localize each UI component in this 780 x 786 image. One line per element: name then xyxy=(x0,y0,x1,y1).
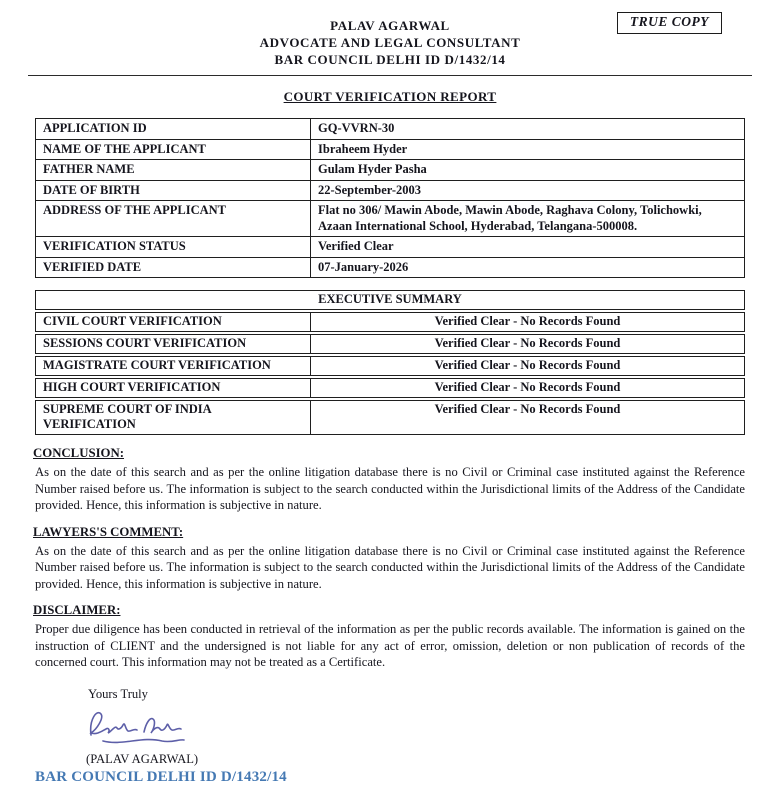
court-status: Verified Clear - No Records Found xyxy=(434,380,621,394)
table-row xyxy=(36,160,745,181)
field-label: VERIFICATION STATUS xyxy=(36,237,311,258)
field-value: 07-January-2026 xyxy=(311,257,745,278)
section-lawyers-comment xyxy=(33,525,747,593)
advocate-bar-id: BAR COUNCIL DELHI ID D/1432/14 xyxy=(274,52,506,67)
section-heading-row xyxy=(33,525,747,540)
true-copy-stamp xyxy=(617,12,722,34)
section-heading-row xyxy=(33,446,747,461)
court-label: SUPREME COURT OF INDIA VERIFICATION xyxy=(36,401,311,434)
table-row xyxy=(36,257,745,278)
handwritten-signature xyxy=(84,705,204,751)
executive-summary-title: EXECUTIVE SUMMARY xyxy=(35,290,745,310)
section-heading: LAWYERS'S COMMENT: xyxy=(33,524,184,539)
bar-council-id: BAR COUNCIL DELHI ID D/1432/14 xyxy=(35,768,287,785)
table-row xyxy=(36,139,745,160)
field-label: APPLICATION ID xyxy=(36,119,311,140)
true-copy-label: TRUE COPY xyxy=(629,14,709,29)
field-value: Verified Clear xyxy=(311,237,745,258)
section-disclaimer xyxy=(33,603,747,671)
letterhead xyxy=(0,0,780,68)
applicant-details-table xyxy=(35,118,745,278)
executive-summary-table xyxy=(35,290,745,435)
section-heading: CONCLUSION: xyxy=(33,446,125,460)
header-divider xyxy=(28,75,752,76)
section-heading: DISCLAIMER: xyxy=(33,603,121,617)
section-conclusion xyxy=(33,446,747,514)
advocate-name: PALAV AGARWAL xyxy=(330,18,450,33)
table-row xyxy=(36,180,745,201)
court-label: MAGISTRATE COURT VERIFICATION xyxy=(36,357,311,375)
table-row xyxy=(35,334,745,354)
table-row xyxy=(35,312,745,332)
field-value: Flat no 306/ Mawin Abode, Mawin Abode, Raghava Colony, Tolichowki, Azaan International School, Hyderabad, Telangana-500008. xyxy=(311,201,745,237)
field-value: Ibraheem Hyder xyxy=(311,139,745,160)
table-row xyxy=(35,378,745,398)
field-label: ADDRESS OF THE APPLICANT xyxy=(36,201,311,237)
report-title: COURT VERIFICATION REPORT xyxy=(283,89,497,104)
signatory-name: (PALAV AGARWAL) xyxy=(86,751,199,766)
field-label: VERIFIED DATE xyxy=(36,257,311,278)
table-row xyxy=(36,119,745,140)
court-status: Verified Clear - No Records Found xyxy=(434,336,621,350)
field-value: GQ-VVRN-30 xyxy=(311,119,745,140)
field-value: 22-September-2003 xyxy=(311,180,745,201)
field-value: Gulam Hyder Pasha xyxy=(311,160,745,181)
court-label: HIGH COURT VERIFICATION xyxy=(36,379,311,397)
table-row xyxy=(35,400,745,435)
section-body: Proper due diligence has been conducted in retrieval of the information as per the public records available. The information is gained on the instruction of CLIENT and the undersigned is not liable for any act of error, omission, deletion or non publication of records of the concerned court. This information may not be treated as a Certificate. xyxy=(35,622,745,669)
table-row xyxy=(36,237,745,258)
field-label: NAME OF THE APPLICANT xyxy=(36,139,311,160)
table-row xyxy=(36,201,745,237)
report-title-row xyxy=(0,89,780,105)
field-label: DATE OF BIRTH xyxy=(36,180,311,201)
court-status: Verified Clear - No Records Found xyxy=(434,358,621,372)
court-label: CIVIL COURT VERIFICATION xyxy=(36,313,311,331)
section-heading-row xyxy=(33,603,747,618)
field-label: FATHER NAME xyxy=(36,160,311,181)
closing-text: Yours Truly xyxy=(88,686,148,701)
court-status: Verified Clear - No Records Found xyxy=(434,402,621,416)
table-row xyxy=(35,356,745,376)
advocate-title: ADVOCATE AND LEGAL CONSULTANT xyxy=(259,35,521,50)
section-body: As on the date of this search and as per the online litigation database there is no Civil or Criminal case instituted against the Reference Number raised before us. The information is subject to the search conducted within the Jurisdictional limits of the Address of the Candidate provided. Hence, this information is subjective in nature. xyxy=(35,465,745,512)
court-label: SESSIONS COURT VERIFICATION xyxy=(36,335,311,353)
court-status: Verified Clear - No Records Found xyxy=(434,314,621,328)
section-body: As on the date of this search and as per the online litigation database there is no Civil or Criminal case instituted against the Reference Number raised before us. The information is subject to the search conducted within the Jurisdictional limits of the Address of the Candidate provided. Hence, this information is subjective in nature. xyxy=(35,543,745,591)
